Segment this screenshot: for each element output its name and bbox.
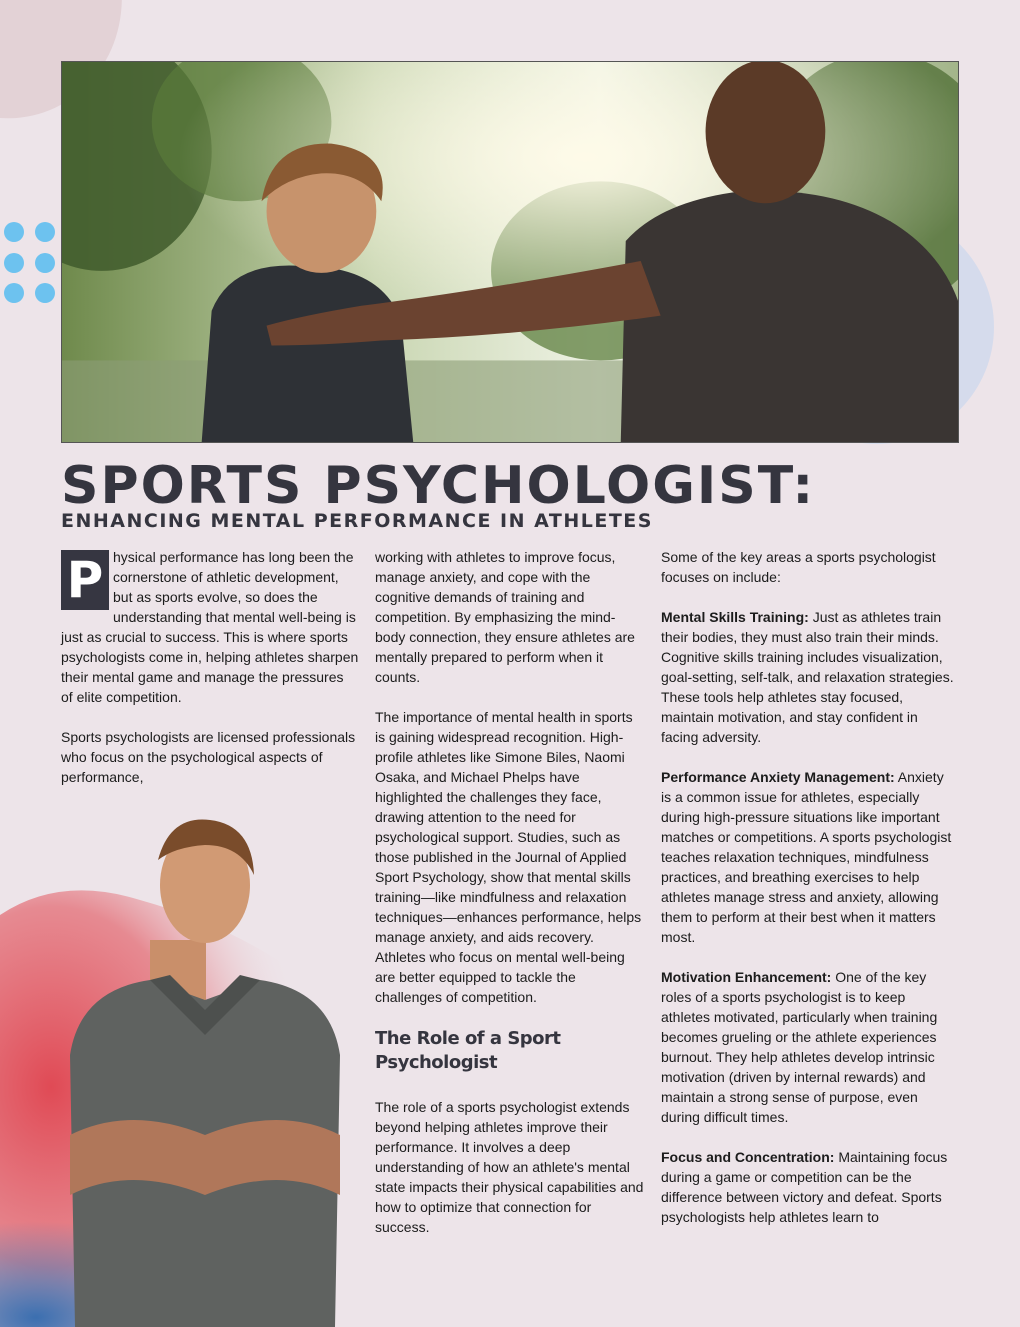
intro-paragraph <box>61 547 359 707</box>
key-area-item <box>661 1147 957 1227</box>
key-area-term: Mental Skills Training: <box>661 609 809 625</box>
key-area-term: Focus and Concentration: <box>661 1149 835 1165</box>
paragraph: Some of the key areas a sports psychologist focuses on include: <box>661 549 936 585</box>
key-area-term: Performance Anxiety Management: <box>661 769 895 785</box>
key-area-item <box>661 767 957 947</box>
column-2 <box>375 547 645 1257</box>
paragraph: working with athletes to improve focus, manage anxiety, and cope with the cognitive demands of training and competition. By emphasizing the mind-body connection, they ensure athletes are mentally prepared to perform when it counts. <box>375 549 635 685</box>
key-area-item <box>661 967 957 1127</box>
paragraph: The role of a sports psychologist extends beyond helping athletes improve their performance. It involves a deep understanding of how an athlete's mental state impacts their physical capabilities and how to optimize that connection for success. <box>375 1099 644 1235</box>
hero-photo <box>61 61 959 443</box>
article-title: SPORTS PSYCHOLOGIST: <box>61 456 816 516</box>
article-subtitle: ENHANCING MENTAL PERFORMANCE IN ATHLETES <box>61 510 653 532</box>
key-area-item <box>661 607 957 747</box>
key-area-text: One of the key roles of a sports psychologist is to keep athletes motivated, particularly when training becomes grueling or the athlete experiences burnout. They help athletes develop intrinsic motivation (driven by internal rewards) and maintain a strong sense of purpose, even during difficult times. <box>661 969 938 1125</box>
decorative-dot-grid <box>4 222 60 306</box>
column-3 <box>661 547 957 1247</box>
paragraph: Sports psychologists are licensed professionals who focus on the psychological aspects of performance, <box>61 729 356 785</box>
paragraph: The importance of mental health in sports is gaining widespread recognition. High-profile athletes like Simone Biles, Naomi Osaka, and Michael Phelps have highlighted the challenges they face, drawing attention to the need for psychological support. Studies, such as those published in the Journal of Applied Sport Psychology, show that mental skills training—like mindfulness and relaxation techniques—enhances performance, helps manage anxiety, and aids recovery. Athletes who focus on mental well-being are better equipped to tackle the challenges of competition. <box>375 709 642 1005</box>
drop-cap: P <box>61 550 109 610</box>
intro-text: hysical performance has long been the cornerstone of athletic development, but as sports evolve, so does the understanding that mental well-being is just as crucial to success. This is where sports psychologists come in, helping athletes sharpen their mental game and manage the pressures of elite competition. <box>61 549 359 705</box>
portrait-photo <box>0 805 360 1327</box>
key-area-text: Maintaining focus during a game or competition can be the difference between victory and defeat. Sports psychologists help athletes learn to <box>661 1149 948 1225</box>
key-area-text: Just as athletes train their bodies, they must also train their minds. Cognitive skills training includes visualization, goal-setting, self-talk, and relaxation strategies. These tools help athletes stay focused, maintain motivation, and stay confident in facing adversity. <box>661 609 954 745</box>
key-area-text: Anxiety is a common issue for athletes, especially during high-pressure situations like important matches or competitions. A sports psychologist teaches relaxation techniques, mindfulness practices, and breathing exercises to help athletes manage stress and anxiety, allowing them to perform at their best when it matters most. <box>661 769 952 945</box>
section-heading: The Role of a Sport Psychologist <box>375 1028 561 1073</box>
column-1 <box>61 547 359 807</box>
key-area-term: Motivation Enhancement: <box>661 969 832 985</box>
